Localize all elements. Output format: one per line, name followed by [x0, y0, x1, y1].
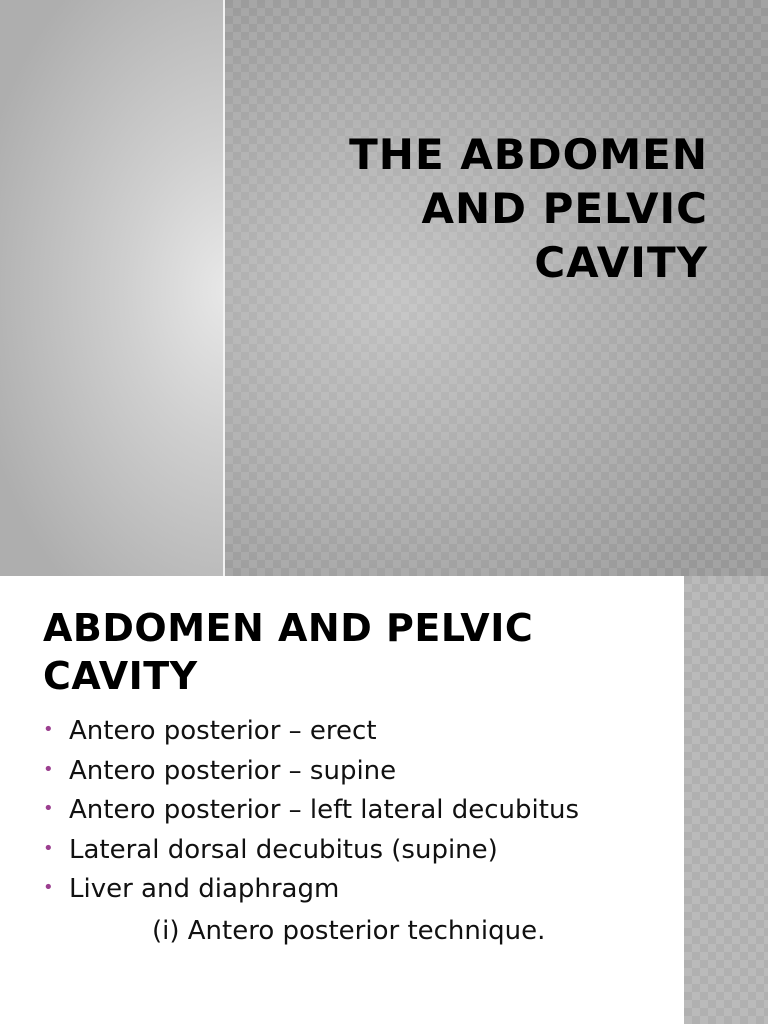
- bullet-icon: •: [43, 877, 54, 898]
- bullet-text: Antero posterior – erect: [69, 716, 377, 746]
- left-gradient-panel: [0, 0, 223, 576]
- bullet-text: Antero posterior – supine: [69, 755, 397, 786]
- bullet-icon: •: [43, 719, 54, 740]
- bullet-icon: •: [43, 837, 54, 859]
- bullet-text: Lateral dorsal decubitus (supine): [69, 834, 498, 865]
- content-heading: [43, 604, 643, 700]
- slide-title: THE ABDOMEN AND PELVIC CAVITY: [349, 130, 708, 287]
- bullet-icon: •: [43, 798, 54, 819]
- bullet-text: Antero posterior – left lateral decubitus: [69, 795, 579, 825]
- heading-line-1: ABDOMEN AND PELVIC: [43, 606, 534, 650]
- heading-line-2: CAVITY: [43, 654, 198, 698]
- bullet-text: Liver and diaphragm: [69, 874, 340, 904]
- sub-item-text: (i) Antero posterior technique.: [152, 916, 546, 946]
- bullet-icon: •: [43, 758, 54, 780]
- side-pattern-strip: [684, 576, 768, 1024]
- content-slide: [0, 576, 768, 1024]
